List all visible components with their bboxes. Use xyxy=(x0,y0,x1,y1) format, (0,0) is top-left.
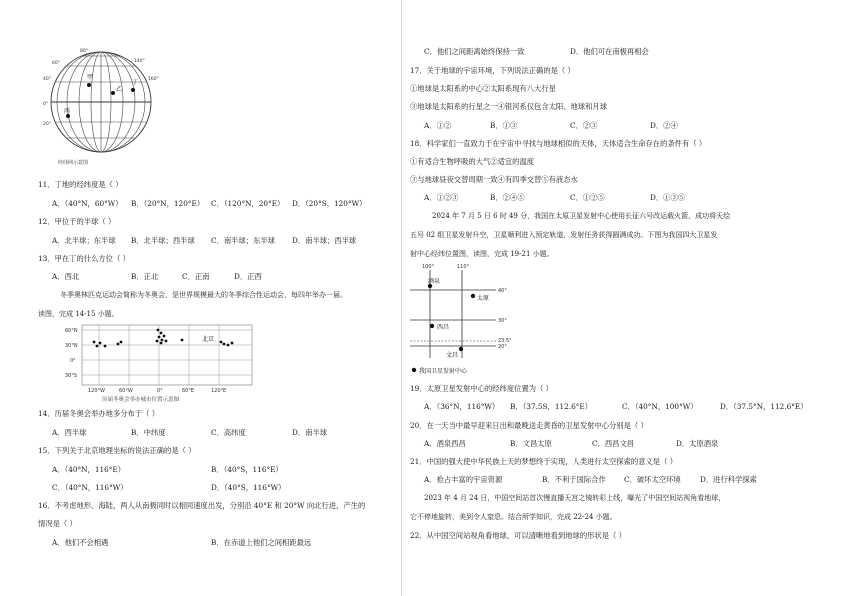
q21-option-a[interactable]: A．抢占丰富的宇宙资源 xyxy=(424,475,503,484)
q21-option-d[interactable]: D．进行科学探索 xyxy=(700,475,757,484)
globe-point-ding: 丁 xyxy=(132,79,139,86)
q16-option-a[interactable]: A．他们不会相遇 xyxy=(52,538,109,547)
q17-statement-1: ①地球是太阳系的中心②太阳系现有八大行星 xyxy=(410,84,556,93)
question-16-line2: 情况是（ ） xyxy=(38,519,77,528)
q20-option-b[interactable]: B．文昌太原 xyxy=(510,439,552,448)
q17-option-b[interactable]: B．①③ xyxy=(490,121,518,130)
globe-caption: 经纬网示意图 xyxy=(58,160,89,166)
q20-option-a[interactable]: A．酒泉西昌 xyxy=(424,439,466,448)
city-jiuquan: 酒泉 xyxy=(428,278,441,285)
q19-option-b[interactable]: B．（37.5S，112.6°E） xyxy=(510,402,593,411)
q18-option-c[interactable]: C．①②⑤ xyxy=(570,193,605,202)
launch-lat-label: 20° xyxy=(498,344,507,350)
passage-launch-line2: 五号 02 组卫星发射升空，卫星顺利进入预定轨道，发射任务获得圆满成功。下图为我国四大卫星发 xyxy=(410,231,718,239)
q19-option-d[interactable]: D．（37.5°N，112.6°E） xyxy=(720,402,808,411)
winter-lon-label: 60°E xyxy=(182,388,195,394)
q15-option-c[interactable]: C．（40°N，116°W） xyxy=(52,483,128,492)
globe-point-bing: 丙 xyxy=(64,108,71,115)
q19-option-c[interactable]: C．（40°N，100°W） xyxy=(622,402,698,411)
q15-option-d[interactable]: D．（40°S，116°W） xyxy=(211,483,286,492)
q11-option-c[interactable]: C．（120°N，20°E） xyxy=(211,199,285,208)
winter-lon-label: 120°E xyxy=(211,388,227,394)
passage-winter-olympics-line1: 冬季奥林匹克运动会简称为冬奥会，是世界规模最大的冬季综合性运动会，每四年举办一届。 xyxy=(60,291,347,299)
globe-lat-label: 80° xyxy=(80,49,88,54)
q12-option-d[interactable]: D．南半球；西半球 xyxy=(292,236,357,245)
left-column xyxy=(0,0,420,596)
q16-option-c[interactable]: C．他们之间距离始终保持一致 xyxy=(424,47,525,56)
globe-point-yi: 乙 xyxy=(116,86,123,93)
city-xichang: 西昌 xyxy=(437,324,450,331)
winter-lat-label: 30°N xyxy=(65,343,78,349)
q14-option-c[interactable]: C．高纬度 xyxy=(211,428,246,437)
question-17: 17．关于地球的宇宙环境，下列说法正确的是（ ） xyxy=(410,66,575,75)
q20-option-d[interactable]: D．太原酒泉 xyxy=(676,439,719,448)
passage-launch-line1: 2024 年 7 月 5 日 6 时 49 分，我国在太原卫星发射中心使用长征六号改运载火箭，成功将天绘 xyxy=(432,212,731,220)
winter-lat-label: 60°N xyxy=(65,328,78,334)
q12-option-a[interactable]: A．北半球；东半球 xyxy=(52,236,116,245)
globe-lon-label: 140° xyxy=(134,59,145,64)
q20-option-c[interactable]: C．西昌文昌 xyxy=(592,439,635,448)
city-taiyuan: 太原 xyxy=(477,295,490,302)
question-12: 12．甲位于的半球（ ） xyxy=(38,217,116,226)
q17-statement-2: ③地球是太阳系的行星之一④银河系仅包含太阳、地球和月球 xyxy=(410,102,608,111)
q11-option-a[interactable]: A．（40°N，60°W） xyxy=(52,199,123,208)
q14-option-d[interactable]: D．南半球 xyxy=(292,428,328,437)
launch-lat-label: 40° xyxy=(498,288,507,294)
winter-map-caption: 历届冬奥会举办城市位置示意图 xyxy=(102,397,180,403)
globe-lat-label: 0° xyxy=(43,102,49,107)
q13-option-b[interactable]: B．正北 xyxy=(131,272,159,281)
launch-lat-label: 23.5° xyxy=(498,338,512,344)
launch-centers-map xyxy=(406,262,516,378)
q21-option-b[interactable]: B．不利于国际合作 xyxy=(542,475,606,484)
globe-point-jia: 甲 xyxy=(87,74,94,81)
q13-option-d[interactable]: D．正西 xyxy=(234,272,262,281)
q12-option-c[interactable]: C．南半球；东半球 xyxy=(211,236,275,245)
q14-option-a[interactable]: A．西半球 xyxy=(52,428,87,437)
q11-option-b[interactable]: B．（20°N，120°E） xyxy=(131,199,205,208)
launch-lon-label: 110° xyxy=(457,264,470,270)
question-18: 18．科学家们一直致力于在宇宙中寻找与地球相似的天体，天体适合生命存在的条件有（ ） xyxy=(410,139,707,148)
winter-lon-label: 120°W xyxy=(88,388,105,394)
globe-lat-label: 20° xyxy=(43,122,51,127)
question-22: 22．从中国空间站视角看地球，可以清晰地看到地球的形状是（ ） xyxy=(410,531,626,540)
q15-option-b[interactable]: B．（40°S，116°E） xyxy=(211,465,283,474)
q18-statement-2: ③与地球昼夜交替周期一致④有四季交替⑤有液态水 xyxy=(410,175,578,184)
q18-option-b[interactable]: B．②④⑤ xyxy=(490,193,525,202)
question-20: 20．在一天当中最早迎来日出和最晚送走黄昏的卫星发射中心分别是（ ） xyxy=(410,421,648,430)
q13-option-c[interactable]: C．正南 xyxy=(182,272,210,281)
passage-winter-olympics-line2: 读图，完成 14-15 小题。 xyxy=(38,310,119,318)
question-14: 14．历届冬奥会举办地多分布于（ ） xyxy=(38,409,160,418)
launch-map-legend: 我国卫星发射中心 xyxy=(419,368,468,375)
winter-lon-label: 0° xyxy=(157,388,163,394)
beijing-label: 北京 xyxy=(202,336,215,343)
winter-olympics-map xyxy=(62,322,262,404)
q14-option-b[interactable]: B．中纬度 xyxy=(131,428,166,437)
q21-option-c[interactable]: C．破坏太空环境 xyxy=(624,475,681,484)
q18-option-a[interactable]: A．①②③ xyxy=(424,193,459,202)
launch-lon-label: 100° xyxy=(422,264,435,270)
question-15: 15．下列关于北京地理坐标的说法正确的是（ ） xyxy=(38,446,196,455)
question-19: 19．太原卫星发射中心的经纬度位置为（ ） xyxy=(410,384,553,393)
q17-option-d[interactable]: D．②④ xyxy=(650,121,678,130)
winter-lat-label: 30°S xyxy=(65,373,78,379)
globe-figure xyxy=(38,44,168,174)
q12-option-b[interactable]: B．北半球；西半球 xyxy=(131,236,195,245)
question-11: 11．丁地的经纬度是（ ） xyxy=(38,180,123,189)
q17-option-c[interactable]: C．②③ xyxy=(570,121,598,130)
q16-option-b[interactable]: B．在赤道上他们之间相距最远 xyxy=(211,538,312,547)
q11-option-d[interactable]: D．（20°S，120°W） xyxy=(292,199,367,208)
city-wenchang: 文昌 xyxy=(446,352,459,359)
q19-option-a[interactable]: A．（36°N，116°W） xyxy=(424,402,500,411)
winter-lat-label: 0° xyxy=(70,358,76,364)
q15-option-a[interactable]: A．（40°N，116°E） xyxy=(52,465,126,474)
q18-option-d[interactable]: D．①③⑤ xyxy=(650,193,686,202)
globe-lon-label: 160° xyxy=(148,77,159,82)
globe-lat-label: 60° xyxy=(52,61,60,66)
passage-space-station-line2: 它不停地旋转，美到令人窒息。结合所学知识，完成 22-24 小题。 xyxy=(410,513,617,521)
question-21: 21．中国的强大使中华民族上天的梦想终于实现，人类进行太空探索的意义是（ ） xyxy=(410,457,677,466)
question-13: 13．甲在丁的什么方位（ ） xyxy=(38,254,130,263)
q17-option-a[interactable]: A．①② xyxy=(424,121,452,130)
globe-lat-label: 40° xyxy=(43,77,51,82)
q13-option-a[interactable]: A．西北 xyxy=(52,272,80,281)
passage-launch-line3: 射中心经纬位置图，读图，完成 19-21 小题。 xyxy=(410,250,554,258)
launch-lat-label: 30° xyxy=(498,318,507,324)
right-column xyxy=(402,0,861,596)
q16-option-d[interactable]: D．他们可在南极再相会 xyxy=(570,47,649,56)
passage-space-station-line1: 2023 年 4 月 24 日，中国空间站首次慢直播天宫之镜转彩上线，曝光了中国空间站视角看地球， xyxy=(424,494,726,502)
winter-lon-label: 60°W xyxy=(119,388,133,394)
q18-statement-1: ①有适合生物呼吸的大气②适宜的温度 xyxy=(410,157,535,166)
question-16-line1: 16．不考虑地形、海陆，两人从南极同时以相同速度出发，分别沿 40°E 和 20°W 向北行进，产生的 xyxy=(38,501,366,510)
